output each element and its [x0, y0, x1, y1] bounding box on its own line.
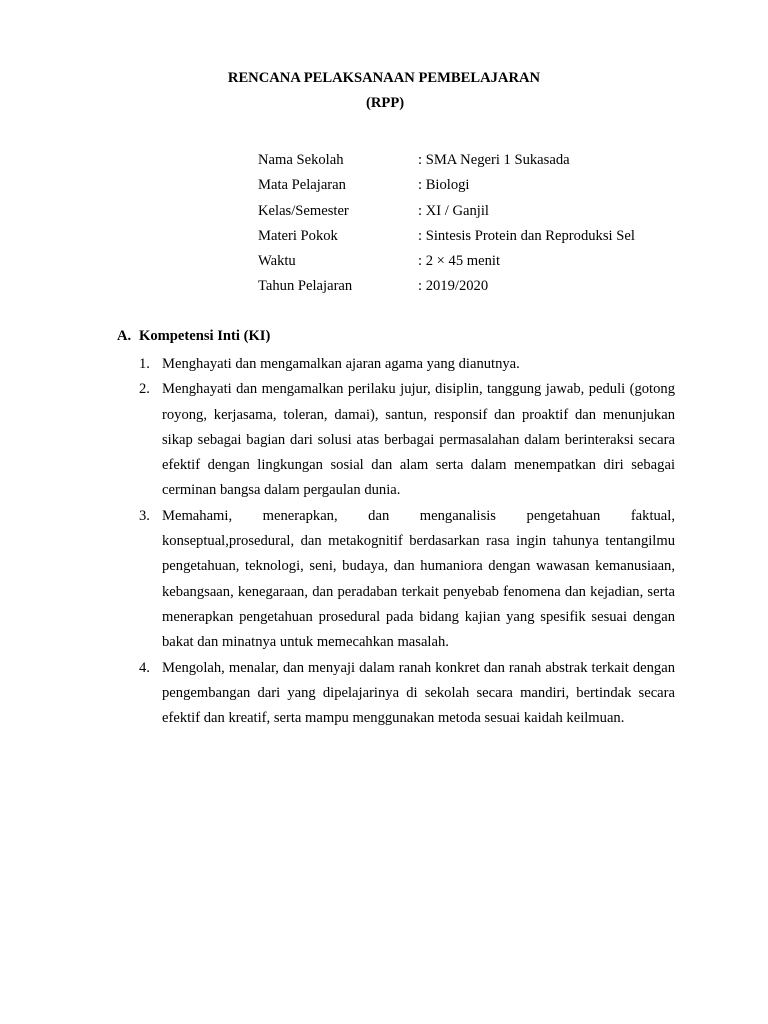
info-label: Materi Pokok: [258, 227, 338, 244]
info-row-time: [258, 252, 635, 277]
document-subtitle: (RPP): [366, 95, 405, 111]
info-row-topic: [258, 227, 635, 252]
info-value: : SMA Negeri 1 Sukasada: [418, 152, 570, 168]
info-label: Nama Sekolah: [258, 152, 344, 168]
list-item-text: Menghayati dan mengamalkan ajaran agama yang dianutnya.: [162, 356, 520, 372]
info-value: : Sintesis Protein dan Reproduksi Sel: [418, 227, 635, 244]
info-value: : XI / Ganjil: [418, 202, 489, 219]
list-item-text: Mengolah, menalar, dan menyaji dalam ranah konkret dan ranah abstrak terkait dengan pengembangan dari yang dipelajarinya di sekolah secara mandiri, bertindak secara efektif dan kreatif, serta mampu menggunakan metoda sesuai kaidah keilmuan.: [162, 659, 675, 727]
core-competency-list: [139, 352, 675, 731]
info-row-subject: [258, 176, 635, 201]
info-value: : 2019/2020: [418, 278, 489, 295]
list-item: [139, 352, 675, 377]
info-label: Kelas/Semester: [258, 202, 349, 219]
list-item-text: Memahami, menerapkan, dan menganalisis pengetahuan faktual, konseptual,prosedural, dan metakognitif berdasarkan rasa ingin tahunya tentangilmu pengetahuan, teknologi, seni, budaya, dan humaniora dengan wawasan kemanusiaan, kebangsaan, kenegaraan, dan peradaban terkait penyebab fenomena dan kejadian, serta menerapkan pengetahuan prosedural pada bidang kajian yang spesifik sesuai dengan bakat dan minatnya untuk memecahkan masalah.: [162, 507, 675, 651]
list-item: [139, 377, 675, 503]
list-number: 4.: [139, 659, 150, 676]
info-value: : Biologi: [418, 177, 470, 194]
info-label: Mata Pelajaran: [258, 177, 346, 194]
info-row-school: [258, 151, 635, 176]
section-heading: [117, 327, 270, 345]
list-item: [139, 504, 675, 656]
list-item: [139, 656, 675, 732]
info-row-class: [258, 202, 635, 227]
document-title: RENCANA PELAKSANAAN PEMBELAJARAN: [227, 70, 541, 86]
section-letter: A.: [117, 328, 132, 344]
list-number: 3.: [139, 507, 150, 524]
info-row-year: [258, 277, 635, 302]
list-item-text: Menghayati dan mengamalkan perilaku jujur, disiplin, tanggung jawab, peduli (gotong royong, kerjasama, toleran, damai), santun, responsif dan proaktif dan menunjukan sikap sebagai bagian dari solusi atas berbagai permasalahan dalam berinteraksi secara efektif dengan lingkungan sosial dan alam serta dalam menempatkan diri sebagai cerminan bangsa dalam pergaulan dunia.: [162, 381, 675, 499]
info-label: Tahun Pelajaran: [258, 278, 353, 295]
info-label: Waktu: [258, 253, 296, 270]
section-title: Kompetensi Inti (KI): [139, 328, 271, 344]
info-value: : 2 × 45 menit: [418, 253, 501, 270]
list-number: 2.: [139, 381, 150, 398]
list-number: 1.: [139, 356, 150, 372]
identity-table: [258, 151, 635, 303]
